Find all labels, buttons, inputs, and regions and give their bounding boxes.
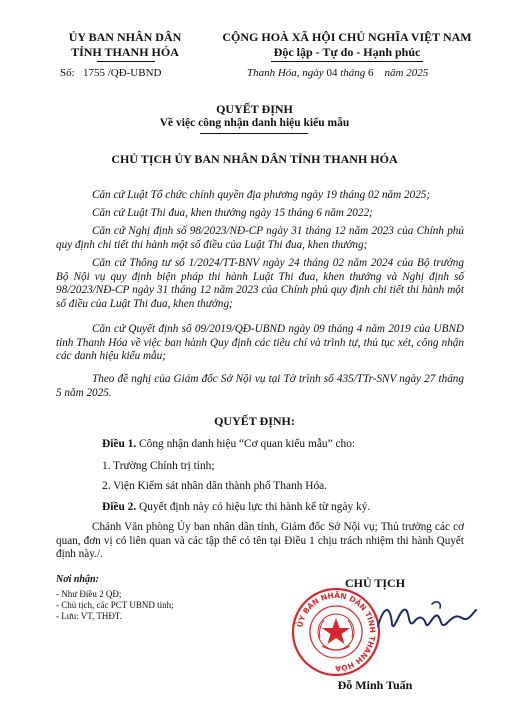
motto-underline (271, 61, 423, 62)
date-place: Thanh Hóa, ngày (247, 67, 324, 79)
number-suffix: /QĐ-UBND (107, 67, 162, 79)
document-subject: Về việc công nhận danh hiệu kiểu mẫu (159, 117, 350, 129)
preamble-3: Căn cứ Nghị định số 98/2023/NĐ-CP ngày 31 tháng 12 năm 2023 của Chính phủ quy định chi tiết thi hành một số điều của Luật Thi đua, khen thưởng; (56, 225, 464, 251)
recipient-1: - Như Điều 2 QĐ; (56, 589, 122, 599)
date-month-label: tháng (340, 67, 366, 79)
issuing-org-line1: ỦY BAN NHÂN DÂN (68, 30, 182, 44)
article-1 (102, 438, 355, 450)
decision-heading: QUYẾT ĐỊNH: (214, 414, 295, 428)
number-value: 1755 (82, 67, 105, 79)
preamble-4: Căn cứ Thông tư số 1/2024/TT-BNV ngày 24 tháng 02 năm 2024 của Bộ trưởng Bộ Nội vụ quy định biện pháp thi hành Luật Thi đua, khen thưởng và Nghị định số 98/2023/NĐ-CP ngày 31 tháng 12 năm 2023 của Chính phủ quy định chi tiết thi hành một số điều của Luật Thi đua, khen thưởng; (56, 257, 464, 310)
recipient-3: - Lưu: VT, THĐT. (56, 611, 122, 621)
date-day: 04 (326, 67, 338, 79)
article-1-item-1: 1. Trường Chính trị tỉnh; (102, 460, 215, 472)
signer-name: Đỗ Minh Tuấn (337, 678, 413, 692)
issue-date (247, 67, 428, 79)
preamble-6: Theo đề nghị của Giám đốc Sở Nội vụ tại Tờ trình số 435/TTr-SNV ngày 27 tháng 5 năm 2025. (56, 373, 464, 399)
subject-underline (200, 133, 308, 134)
handwritten-signature-icon (372, 596, 482, 640)
document-type: QUYẾT ĐỊNH (216, 102, 293, 116)
preamble-5: Căn cứ Quyết định số 09/2019/QĐ-UBND ngày 09 tháng 4 năm 2019 của UBND tỉnh Thanh Hóa về việc ban hành Quy định các tiêu chí và trình tự, thủ tục xét, công nhận các danh hiệu kiểu mẫu; (56, 323, 464, 362)
national-title: CỘNG HOÀ XÃ HỘI CHỦ NGHĨA VIỆT NAM (222, 30, 472, 44)
article-2-label: Điều 2. (102, 501, 137, 513)
number-prefix: Số: (60, 67, 75, 79)
article-1-item-2: 2. Viện Kiểm sát nhân dân thành phố Thanh Hóa. (102, 480, 328, 492)
date-year: năm 2025 (384, 67, 429, 79)
national-motto: Độc lập - Tự do - Hạnh phúc (273, 45, 421, 59)
issuing-org-line2: TỈNH THANH HÓA (71, 45, 179, 59)
official-seal-icon (290, 586, 382, 678)
article-2 (102, 501, 370, 513)
article-2-text: Quyết định này có hiệu lực thi hành kể từ ngày ký. (136, 501, 371, 513)
preamble-1: Căn cứ Luật Tổ chức chính quyền địa phương ngày 19 tháng 02 năm 2025; (92, 189, 431, 201)
issuing-authority: CHỦ TỊCH ỦY BAN NHÂN DÂN TỈNH THANH HÓA (111, 152, 398, 166)
recipient-2: - Chủ tịch, các PCT UBND tỉnh; (56, 600, 174, 610)
document-number (60, 67, 161, 79)
preamble-2: Căn cứ Luật Thi đua, khen thưởng ngày 15 tháng 6 năm 2022; (92, 207, 373, 219)
article-1-label: Điều 1. (102, 438, 137, 450)
article-1-text: Công nhận danh hiệu “Cơ quan kiểu mẫu” cho: (136, 438, 356, 450)
recipients-heading: Nơi nhận: (56, 574, 99, 585)
signer-title: CHỦ TỊCH (344, 576, 406, 590)
org-underline (97, 61, 155, 62)
seal-text: ỦY BAN NHÂN DÂN TỈNH THANH HÓA (295, 590, 378, 674)
date-month: 6 (368, 67, 374, 79)
closing-paragraph: Chánh Văn phòng Ủy ban nhân dân tỉnh, Giám đốc Sở Nội vụ; Thủ trưởng các cơ quan, đơn vị có liên quan và các tập thể có tên tại Điều 1 chịu trách nhiệm thi hành Quyết định này./. (56, 521, 464, 560)
